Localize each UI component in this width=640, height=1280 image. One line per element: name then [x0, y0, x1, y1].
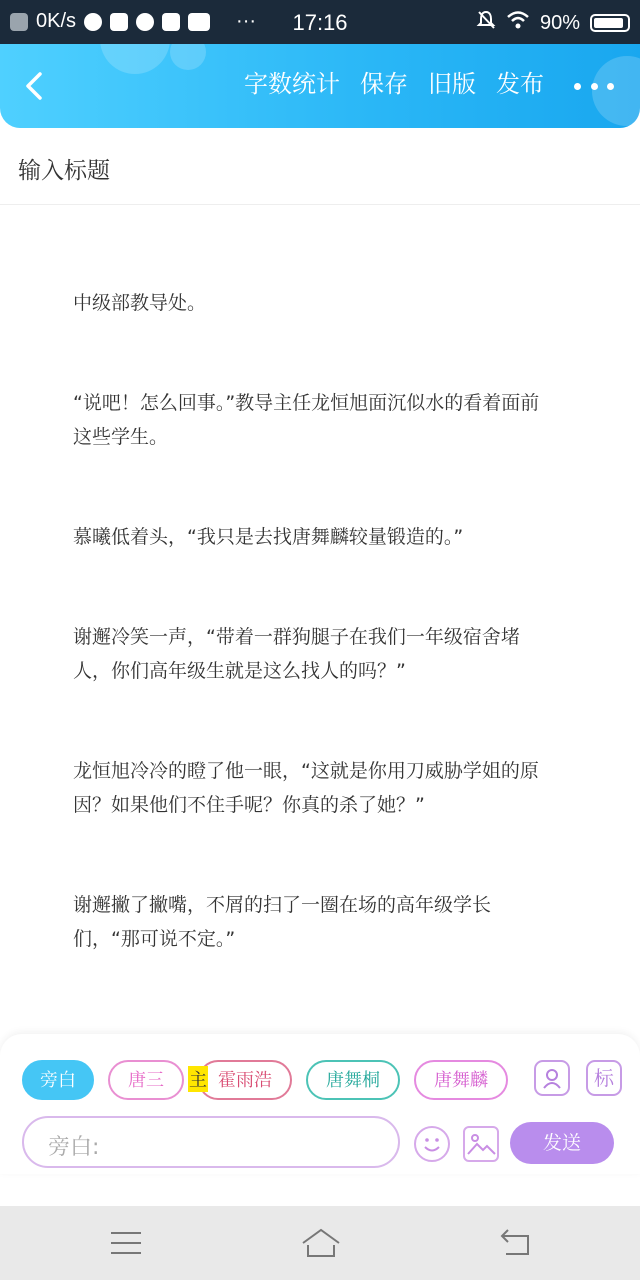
chip-huo-yuhao[interactable]: 霍雨浩 — [198, 1060, 292, 1100]
composer-panel — [0, 1034, 640, 1174]
publish-button[interactable]: 发布 — [496, 70, 544, 98]
paragraph: 谢邂撇了撇嘴，不屑的扫了一圈在场的高年级学长们，“那可说不定。” — [73, 894, 492, 950]
highlight-marker: 主 — [188, 1066, 208, 1092]
menu-icon — [108, 1226, 144, 1260]
paragraph: 慕曦低着头，“我只是去找唐舞麟较量锻造的。” — [73, 526, 464, 548]
old-version-button[interactable]: 旧版 — [428, 70, 476, 98]
chip-narrator[interactable]: 旁白 — [22, 1060, 94, 1100]
battery-icon — [590, 14, 630, 32]
more-notifications: ··· — [236, 10, 257, 32]
back-key[interactable] — [498, 1226, 534, 1260]
nav-actions — [244, 64, 544, 99]
network-speed: 0K/s — [36, 10, 77, 32]
more-menu-button[interactable] — [574, 66, 614, 106]
paragraph: “说吧！怎么回事。”教导主任龙恒旭面沉似水的看着面前这些学生。 — [73, 392, 540, 448]
clock: 17:16 — [292, 10, 348, 35]
top-nav — [0, 44, 640, 128]
picture-icon — [465, 1128, 497, 1160]
status-bar — [0, 0, 640, 44]
save-button[interactable]: 保存 — [360, 70, 408, 98]
dot-icon — [574, 83, 581, 90]
paragraph: 谢邂冷笑一声，“带着一群狗腿子在我们一年级宿舍堵人，你们高年级生就是这么找人的吗？” — [73, 626, 520, 682]
home-key[interactable] — [300, 1226, 342, 1260]
title-placeholder: 输入标题 — [18, 158, 110, 184]
paragraph: 中级部教导处。 — [73, 292, 207, 314]
message-input[interactable] — [22, 1116, 400, 1168]
character-select-button[interactable] — [534, 1060, 570, 1096]
return-icon — [498, 1226, 534, 1260]
chip-tang-wulin[interactable]: 唐舞麟 — [414, 1060, 508, 1100]
message-placeholder: 旁白: — [48, 1135, 100, 1160]
tag-button[interactable]: 标 — [586, 1060, 622, 1096]
chip-tang-wutong[interactable]: 唐舞桐 — [306, 1060, 400, 1100]
article-body[interactable] — [73, 286, 543, 1022]
decor-bubble — [170, 44, 206, 70]
paragraph: 龙恒旭冷冷的瞪了他一眼，“这就是你用刀威胁学姐的原因？如果他们不住手呢？你真的杀了她？” — [73, 760, 539, 816]
chevron-left-icon — [18, 68, 54, 104]
dot-icon — [607, 83, 614, 90]
home-icon — [300, 1226, 342, 1260]
wifi-icon — [506, 10, 530, 36]
back-button[interactable] — [18, 68, 54, 104]
battery-percent: 90% — [539, 11, 580, 34]
system-nav-bar — [0, 1206, 640, 1280]
status-right — [476, 10, 630, 36]
smile-icon — [416, 1128, 448, 1160]
decor-bubble — [100, 44, 170, 74]
emoji-button[interactable] — [414, 1126, 450, 1162]
person-icon — [540, 1066, 564, 1090]
title-input[interactable] — [0, 128, 640, 205]
dot-icon — [591, 83, 598, 90]
send-button[interactable]: 发送 — [510, 1122, 614, 1164]
word-count-button[interactable]: 字数统计 — [244, 70, 340, 98]
chip-tang-san[interactable]: 唐三 — [108, 1060, 184, 1100]
mute-icon — [476, 10, 496, 36]
image-button[interactable] — [463, 1126, 499, 1162]
menu-key[interactable] — [108, 1226, 144, 1260]
